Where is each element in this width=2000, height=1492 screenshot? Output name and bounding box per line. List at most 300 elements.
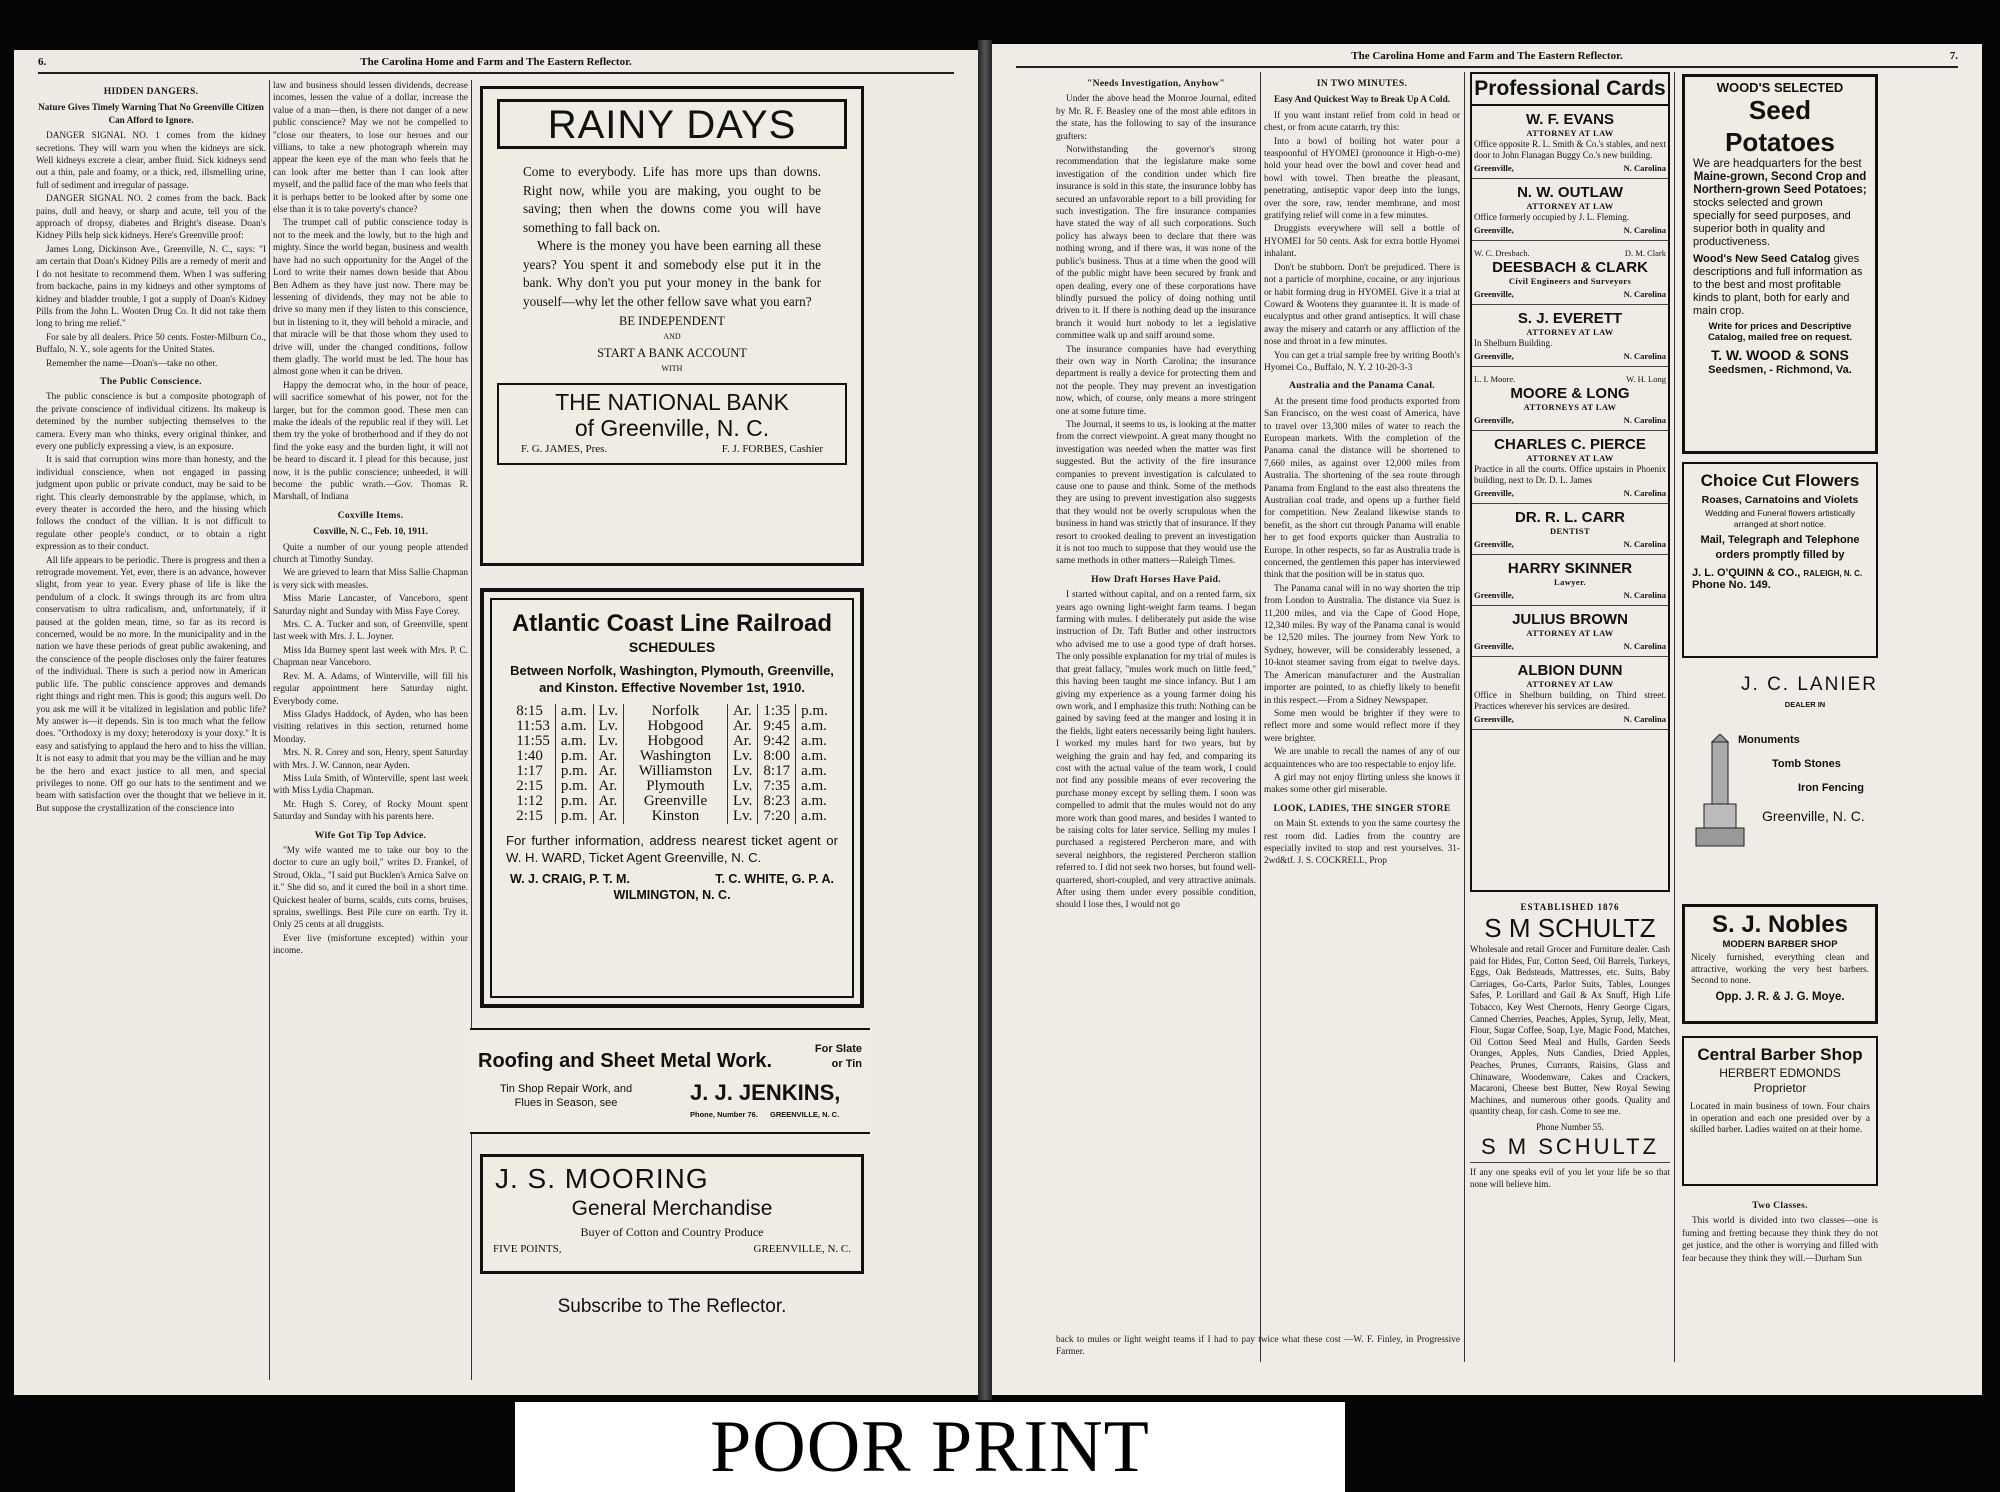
card-state: N. Carolina — [1623, 539, 1666, 549]
article-paragraph: We are unable to recall the names of any of our acquaintences who are too respectable to enjoy life. — [1264, 747, 1460, 770]
card-state: N. Carolina — [1623, 641, 1666, 651]
article-heading: IN TWO MINUTES. — [1316, 78, 1408, 89]
schedule-cell: 11:53 — [511, 719, 555, 734]
flowers-line: Mail, Telegraph and Telephone orders promptly filled by — [1700, 534, 1860, 561]
ad-line: START A BANK ACCOUNT — [597, 346, 747, 360]
schedule-cell: Ar. — [593, 794, 623, 809]
card-body: Practice in all the courts. Office upstairs in Phoenix building, next to Dr. D. L. James — [1474, 464, 1666, 485]
professional-card — [1472, 555, 1668, 606]
article-paragraph: The Panama canal will in no way shorten the trip from London to Australia. The distance via Suez is 11,200 miles, and via the Cape of Good Hope, 12,340 miles. By way of the Panama canal is would be 12,520 miles. The journey from New York to Sydney, however, will be considerably lessened, a 10-knot steamer saving from eigat to twelve days. The American manufacturer and the Australian importer are pointed, to as chiefly likely to benefit in this respect.—From a Sidney Newspaper. — [1264, 583, 1460, 706]
nobles-location: Opp. J. R. & J. G. Moye. — [1715, 990, 1845, 1003]
article-paragraph: Happy the democrat who, in the hour of peace, will sacrifice somewhat of his power, not for the larger, but for the common good. These men can make the ideals of the republic real if they will. Let them try the yoke of brotherhood and if they do not find the yoke easy and the burden light, it will not be heard to discard it. I plead for this because, just now, it is the public conscience; unheeded, it will become the public wrath.—Gov. Thomas R. Marshall, of Indiana — [273, 380, 468, 503]
roofing-line: Flues in Season, see — [514, 1097, 618, 1109]
schedule-cell: Lv. — [727, 794, 757, 809]
professional-card — [1472, 606, 1668, 657]
atlantic-coast-line-ad — [480, 588, 864, 1008]
schultz-phone: Phone Number 55. — [1536, 1121, 1604, 1132]
lanier-dealer: DEALER IN — [1784, 700, 1826, 709]
article-paragraph: Some men would be brighter if they were to reflect more and some would reflect more if they were brighter. — [1264, 708, 1460, 744]
bank-president: F. G. JAMES, Pres. — [521, 443, 608, 455]
schedule-cell: p.m. — [555, 764, 593, 779]
wood-location: Seedsmen, - Richmond, Va. — [1708, 364, 1852, 376]
right-page — [992, 44, 1982, 1395]
ad-paragraph: Where is the money you have been earning all these years? You spent it and somebody else put it in the bank. Why don't you put your money in the bank for youself—why let the other fellow save what you earn? — [523, 238, 821, 309]
card-partner: W. H. Long — [1626, 374, 1666, 384]
article-paragraph: Quite a number of our young people attended church at Timothy Sunday. — [273, 542, 468, 566]
card-title: ATTORNEY AT LAW — [1526, 128, 1614, 138]
column-rule — [1464, 72, 1465, 1362]
page-number: 7. — [1949, 50, 1958, 62]
card-body: Office formerly occupied by J. L. Fleming. — [1474, 212, 1630, 222]
article-heading: LOOK, LADIES, THE SINGER STORE — [1273, 802, 1451, 814]
schedule-cell: a.m. — [801, 748, 827, 764]
railroad-subtitle: SCHEDULES — [628, 639, 716, 655]
schedule-cell: Ar. — [727, 704, 757, 719]
right-continuation — [1056, 1334, 1460, 1374]
column-rule — [1674, 72, 1675, 1362]
schedule-cell: Lv. — [593, 719, 623, 734]
card-city: Greenville, — [1474, 539, 1514, 549]
article-paragraph: The insurance companies have had everything their own way in North Carolina; the insurance department is really a device for protecting them and not the people. They may prevent an investigation now, which, of course, only means a more stringent one at some future time. — [1056, 344, 1256, 417]
article-paragraph: Rev. M. A. Adams, of Winterville, will fill his regular appointment here Saturday night. Everybody come. — [273, 671, 468, 707]
card-name: W. F. EVANS — [1525, 111, 1615, 128]
card-name: S. J. EVERETT — [1517, 310, 1623, 327]
card-name: JULIUS BROWN — [1512, 611, 1628, 628]
bank-name-box — [497, 383, 847, 465]
card-title: ATTORNEY AT LAW — [1526, 201, 1614, 211]
card-city: Greenville, — [1474, 415, 1514, 425]
card-city: Greenville, — [1474, 590, 1514, 600]
column-rule — [471, 80, 472, 1380]
article-paragraph: back to mules or light weight teams if I had to pay twice what these cost —W. F. Finley, in Progressive Farmer. — [1056, 1335, 1460, 1358]
lanier-item: Tomb Stones — [1772, 758, 1841, 770]
schedule-cell: Ar. — [727, 719, 757, 734]
schedule-cell: Washington — [623, 749, 727, 764]
card-location — [1474, 289, 1666, 300]
schedule-cell: 8:00 — [758, 749, 796, 764]
schultz-body: Wholesale and retail Grocer and Furniture dealer. Cash paid for Hides, Fur, Cotton Seed, Oil Barrels, Turkeys, Eggs, Oak Bedsteads, Mattresses, etc. Suits, Baby Carriages, Go-Carts, Parlor Suits, Tables, Lounges Safes, P. Lorillard and Gail & Ax Snuff, High Life Tobacco, Key West Cheroots, Henry George Cigars, Canned Cherries, Peaches, Apples, Syrup, Jelly, Meat, Flour, Sugar Coffee, Soap, Lye, Magic Food, Matches, Oil Cotton Seed Meal and Hulls, Garden Seeds Oranges, Apples, Nuts Candies, Dried Apples, Peaches, Prunes, Currants, Raisins, Glass and Chinaware, Woodenware, Cakes and Crackers, Macaroni, Cheese best Butter, New Royal Sewing Machines, and numerous other goods. Quality and quantity cheap, for cash. Come to see me. — [1470, 944, 1670, 1117]
card-partner: D. M. Clark — [1624, 248, 1666, 258]
flowers-city: RALEIGH, N. C. — [1803, 569, 1863, 578]
schedule-row — [511, 764, 833, 779]
card-city: Greenville, — [1474, 289, 1514, 299]
card-title: ATTORNEY AT LAW — [1526, 327, 1614, 337]
mooring-name: J. S. MOORING — [495, 1163, 709, 1194]
page-gutter — [978, 40, 992, 1400]
schedule-cell: p.m. — [555, 779, 593, 794]
railroad-title: Atlantic Coast Line Railroad — [511, 610, 833, 637]
lanier-name: J. C. LANIER — [1741, 674, 1878, 695]
subscribe-notice: Subscribe to The Reflector. — [557, 1296, 787, 1317]
article-paragraph: Into a bowl of boiling hot water pour a teaspoonful of HYOMEI (pronounce it High-o-me) hold your head over the bowl and cover head and bowl with towel. Then breathe the pleasant, penetrating, antiseptic vapor deep into the lungs, over the sore, raw, tender membrane, and most gratifying relief will come in a few minutes. — [1264, 136, 1460, 222]
lanier-item: Monuments — [1738, 734, 1800, 746]
schedule-cell: 1:17 — [511, 764, 555, 779]
schedule-cell: a.m. — [801, 793, 827, 809]
card-name: MOORE & LONG — [1510, 385, 1630, 402]
article-paragraph: The public conscience is but a composite photograph of the private conscience of individual citizens. Its makeup is detemined by the number subjecting themselves to the camera. Every man who thinks, every original thinker, and every one publicly expressing a view, is an exposure. — [36, 392, 266, 452]
article-paragraph: The trumpet call of public conscience today is not to the meek and the lowly, but to the high and mighty. Since the world began, business and wealth have had no such opportunity for the Angel of the Lord to write their names down beside that Abou Ben Adhem as they have just now. There may be lessening of dividends, they may not be able to drive so many men if they listen to this conscience, but in listening to it, they will behold a miracle, and that miracle will be that those whom they used to drive will, under the changed conditions, follow them gladly. The world must be led. The hour has almost gone when it can be driven. — [273, 218, 468, 378]
professional-card — [1472, 367, 1668, 431]
ad-callout — [483, 313, 861, 377]
schedule-cell: 7:35 — [758, 779, 796, 794]
schultz-footnote: If any one speaks evil of you let your life be so that none will believe him. — [1470, 1162, 1670, 1190]
card-location — [1474, 641, 1666, 652]
card-name: N. W. OUTLAW — [1517, 184, 1623, 201]
schedule-cell: p.m. — [555, 794, 593, 809]
article-paragraph: You can get a trial sample free by writing Booth's Hyomei Co., Buffalo, N. Y. 2 10-20-3-3 — [1264, 350, 1460, 373]
roofing-materials — [815, 1042, 862, 1072]
cut-flowers-ad — [1682, 462, 1878, 658]
wood-line: gives descriptions and full information as to the best and most profitable kinds to plant, both for early and main crop. — [1693, 253, 1863, 317]
nobles-subtitle: MODERN BARBER SHOP — [1722, 939, 1838, 950]
roofing-name: J. J. JENKINS, — [690, 1080, 841, 1105]
article-heading: "Needs Investigation, Anyhow" — [1087, 78, 1225, 89]
roofing-line: For Slate — [814, 1043, 862, 1055]
roofing-services — [500, 1082, 632, 1110]
professional-card — [1472, 657, 1668, 730]
right-page-header — [1016, 50, 1958, 68]
schultz-name: S M SCHULTZ — [1484, 913, 1656, 943]
card-title: Civil Engineers and Surveyors — [1508, 276, 1632, 286]
mooring-city: GREENVILLE, N. C. — [753, 1243, 851, 1255]
schedule-row — [511, 794, 833, 809]
schedule-cell: Kinston — [623, 809, 727, 824]
article-paragraph: on Main St. extends to you the same courtesy the rest room did. Ladies from the country are especially invited to stop and rest yourselves. 31-2wd&tf. J. S. COCKRELL, Prop — [1264, 819, 1460, 867]
schedule-cell: Lv. — [593, 704, 623, 719]
ad-title: RAINY DAYS — [497, 99, 847, 149]
schedule-cell: 2:15 — [511, 809, 555, 824]
mooring-location: FIVE POINTS, — [493, 1243, 562, 1255]
column-rule — [1260, 72, 1261, 1362]
professional-card — [1472, 241, 1668, 305]
professional-card — [1472, 179, 1668, 241]
left-column-1 — [36, 80, 266, 1390]
wood-line: Wood's New — [1693, 253, 1758, 265]
nobles-barber-ad — [1682, 904, 1878, 1024]
article-paragraph: The Journal, it seems to us, is looking at the matter from the correct viewpoint. A great many thought no investigation was needed when the matter was first suggested. But the activity of the fire insurance companies to prevent investigation is calculated to cause one to pause and think. Some of the methods they are using to prevent investigation also suggests that they would not be overly scrupulous when the business in hand was strictly that of insurance. If they resort to crooked dealing to prevent an investigation it is not too much to suppose that they would use the same methods in other matters—Raleigh Times. — [1056, 419, 1256, 567]
lanier-monuments-ad — [1682, 674, 1878, 898]
card-city: Greenville, — [1474, 225, 1514, 235]
article-paragraph: At the present time food products exported from San Francisco, on the west coast of America, have to travel over 13,300 miles of water to reach the European markets. With the completion of the Panama canal the distance will be shortened to 7,660 miles, as against over 12,000 miles from Australia. The shortening of the sea route through Panama from England to the east also threatens the Australian coal trade, and opens up a further field for competition. New Zealand likewise stands to benefit, as the short cut through Panama will enable her to get food exports quicker than Australia to Europe. In other respects, so far as Australia trade is concerned, the gentlemen this paper has interviewed think that the position will be in status quo. — [1264, 396, 1460, 581]
article-paragraph: Miss Ida Burney spent last week with Mrs. P. C. Chapman near Vanceboro. — [273, 645, 468, 669]
railroad-info: For further information, address nearest ticket agent or W. H. WARD, Ticket Agent Greenville, N. C. — [506, 833, 838, 865]
card-location — [1474, 415, 1666, 426]
wood-line: Write for prices and Descriptive Catalog, mailed free on request. — [1707, 321, 1853, 343]
ad-line: BE INDEPENDENT — [619, 314, 725, 328]
schedule-cell: Hobgood — [623, 734, 727, 749]
article-paragraph: All life appears to be periodic. There is progress and then a retrograde movement. Yet, ever, there is an advance, however slight, from year to year. Every phase of life is like the pendulum of a clock. It swings through its arc from ultra conservatism to ultra radicalism, and, unfortunately, if it paused at the golden mean, time, so far as its record is concerned, would be no more. In the municipality and in the nation we have these periods of great public awakening, and the conscience of the people discloses only the fairer features of the individual. There is such a period now in American public life. The public conscience approves and demands right things and right men. This is good; this augurs well. Do you ask me will it be vitalized in legislation and public life? My answer is—it depends. Sin is too much what the fellow does. "Orthodoxy is my doxy; heterodoxy is your doxy." It is easy and satisfying to applaud the hero and to hiss the villian. It is not easy to admit that you may be the villian and he may be the hero and exact justice to all men, and special privileges to none. Off go our hats to the sentiment and we beam with satisfaction over the thought that we believe in it. But suppose the crystallization of the conscience into — [36, 555, 266, 814]
bank-name: THE NATIONAL BANK — [555, 389, 789, 415]
schedule-cell: Lv. — [727, 764, 757, 779]
schedule-cell: Lv. — [727, 749, 757, 764]
central-owner: HERBERT EDMONDS — [1719, 1066, 1841, 1080]
schedule-row — [511, 734, 833, 749]
card-location — [1474, 590, 1666, 601]
schedule-cell: a.m. — [555, 719, 593, 734]
article-paragraph: We are grieved to learn that Miss Sallie Chapman is very sick with measles. — [273, 568, 468, 591]
schedule-cell: Ar. — [593, 764, 623, 779]
card-title: ATTORNEY AT LAW — [1526, 453, 1614, 463]
schedule-cell: 9:45 — [758, 719, 796, 734]
schedule-cell: Lv. — [727, 809, 757, 824]
article-paragraph: Notwithstanding the governor's strong recommendation that the legislature make some investigation of the condition under which fire insurance is sold in this state, the insurance lobby has secured an unfavorable report to a bill providing for such investigation. The fire insurance companies have stated the way of all such corporations. Such policy has always been to declare that there was nothing wrong, and if there was, it was none of the public's business. Thus at a time when the good will of the public might have been secured by frank and open dealing, every one of these corporations have blindly pursued the policy of doing nothing until driven to it. If there is nothing dead up the insurance branch it would hurt nobody to let a legislative committee walk up and sniff around some. — [1056, 145, 1256, 342]
card-body: Office opposite R. L. Smith & Co.'s stables, and next door to John Flanagan Buggy Co.'s new building. — [1474, 139, 1666, 160]
lanier-item: Iron Fencing — [1798, 782, 1864, 794]
professional-cards — [1470, 72, 1670, 892]
national-bank-ad — [480, 86, 864, 566]
article-paragraph: Miss Marie Lancaster, of Vanceboro, spent Saturday night and Sunday with Miss Faye Corey. — [273, 594, 468, 617]
card-partners — [1474, 374, 1666, 385]
card-title: ATTORNEY AT LAW — [1526, 628, 1614, 638]
roofing-line: Tin Shop Repair Work, and — [500, 1083, 633, 1095]
article-paragraph: DANGER SIGNAL NO. 2 comes from the back. Back pains, dull and heavy, or sharp and acute, tell you of the approach of dropsy, diabetes and Bright's disease. Doan's Kidney Pills help sick kidneys. Here's Greenville proof: — [36, 194, 266, 242]
card-city: Greenville, — [1474, 641, 1514, 651]
cards-title: Professional Cards — [1472, 74, 1668, 106]
card-state: N. Carolina — [1623, 289, 1666, 299]
flowers-phone: Phone No. 149. — [1692, 579, 1771, 591]
card-city: Greenville, — [1474, 351, 1514, 361]
flowers-company: J. L. O'QUINN & CO., — [1692, 567, 1801, 579]
flowers-line: Roases, Carnatoins and Violets — [1701, 494, 1859, 506]
bank-city: of Greenville, N. C. — [574, 415, 770, 441]
schedule-cell: p.m. — [801, 703, 828, 719]
professional-card — [1472, 305, 1668, 367]
mooring-line: Buyer of Cotton and Country Produce — [580, 1225, 764, 1239]
wood-line: stocks selected and grown specially for seed purposes, and superior both in quality and productiveness. — [1693, 197, 1851, 248]
card-state: N. Carolina — [1623, 415, 1666, 425]
railroad-signature: T. C. WHITE, G. P. A. — [715, 872, 834, 886]
article-subheading: Easy And Quickest Way to Break Up A Cold. — [1273, 94, 1451, 105]
cards-list — [1472, 106, 1668, 730]
ad-line: AND — [663, 332, 681, 341]
article-paragraph: It is said that corruption wins more than honesty, and the individual conscience, when not engaged in passing judgment upon public or private conduct, may be said to be right. This clearly demonstrable by the applause, which, in every theater is accorded the hero, and the hissing which follows the conduct of the villian. It is not difficult to regulate other people's conduct, or to obtain a right expression as to their conduct. — [36, 455, 266, 553]
schedule-cell: Norfolk — [623, 704, 727, 719]
wood-title: Seed Potatoes — [1725, 95, 1835, 157]
flowers-title: Choice Cut Flowers — [1700, 471, 1860, 490]
page-number: 6. — [38, 56, 47, 68]
article-paragraph: Ever live (misfortune excepted) within your income. — [273, 933, 468, 957]
article-paragraph: law and business should lessen dividends, decrease incomes, lessen the value of a dollar, increase the value of a man—then, is there not danger of a new public conscience? May we not be compelled to "close our theaters, to lose our heroes and our villians, to take a new photograph wherein may appear the keen eye of the man who feels that he can look after me better than I can look after myself, and the pallid face of the man who feels that it is perhaps better to be looked after by some one else than it is to take poverty's chance? — [273, 81, 468, 216]
schedule-cell: a.m. — [801, 733, 827, 749]
professional-card — [1472, 431, 1668, 504]
schedule-cell: a.m. — [801, 808, 827, 824]
railroad-routes: Between Norfolk, Washington, Plymouth, Greenville, and Kinston. Effective November 1st, 1910. — [510, 663, 834, 695]
schedule-cell: Ar. — [593, 809, 623, 824]
schedule-cell: 8:23 — [758, 794, 796, 809]
card-city: Greenville, — [1474, 714, 1514, 724]
card-state: N. Carolina — [1623, 225, 1666, 235]
wood-catalog — [1693, 253, 1867, 318]
schedule-cell: a.m. — [555, 704, 593, 719]
schedule-cell: 8:15 — [511, 704, 555, 719]
roofing-city: GREENVILLE, N. C. — [770, 1110, 840, 1119]
wood-seed-potatoes-ad — [1682, 74, 1878, 454]
card-name: CHARLES C. PIERCE — [1494, 436, 1646, 453]
schedule-cell: 1:12 — [511, 794, 555, 809]
article-paragraph: DANGER SIGNAL NO. 1 comes from the kidney secretions. They will warn you when the kidneys are sick. Well kidneys excrete a clear, amber fluid. Sick kidneys send out a thin, pale and foamy, or a thick, red, illsmelling urine, full of sediment and irregular of passage. — [36, 131, 266, 191]
roofing-phone: Phone, Number 76. — [690, 1110, 758, 1119]
card-name: ALBION DUNN — [1517, 662, 1623, 679]
card-name: DEESBACH & CLARK — [1492, 259, 1648, 276]
schedule-cell: 2:15 — [511, 779, 555, 794]
schedule-cell: 1:40 — [511, 749, 555, 764]
card-body: Office in Shelburn building, on Third street. Practices wherever his services are desired. — [1474, 690, 1666, 711]
article-heading: HIDDEN DANGERS. — [103, 86, 199, 97]
roofing-title: Roofing and Sheet Metal Work. — [478, 1050, 773, 1072]
ad-paragraph: Come to everybody. Life has more ups than downs. Right now, while you are making, you ought to be saving; then when the downs come you will have something to fall back on. — [523, 164, 821, 235]
card-location — [1474, 488, 1666, 499]
article-paragraph: If you want instant relief from cold in head or chest, or from acute catarrh, try this: — [1264, 110, 1460, 134]
schedule-cell: a.m. — [555, 734, 593, 749]
card-name: HARRY SKINNER — [1507, 560, 1633, 577]
schedule-cell: a.m. — [801, 718, 827, 734]
schultz-grocer-ad — [1470, 902, 1670, 1322]
article-paragraph: Under the above head the Monroe Journal, edited by Mr. R. F. Beasley one of the most able editors in the state, has the following to say of the insurance grafters: — [1056, 94, 1256, 142]
card-state: N. Carolina — [1623, 163, 1666, 173]
lanier-city: Greenville, N. C. — [1762, 808, 1865, 824]
professional-card — [1472, 106, 1668, 179]
wood-company: T. W. WOOD & SONS — [1711, 347, 1849, 363]
central-barber-ad — [1682, 1036, 1878, 1186]
schedule-cell: Ar. — [593, 749, 623, 764]
article-paragraph: James Long, Dickinson Ave., Greenville, N. C., says: "I am certain that Doan's Kidney Pills are a remedy of merit and I do not hesitate to recommend them. When I was suffering from backache, pains in my kidneys and other symptoms of kidney and bladder trouble, I got a supply of Doan's Kidney Pills from the John L. Wooten Drug Co. It did not take them long to bring me relief." — [36, 244, 266, 330]
article-paragraph: For sale by all dealers. Price 50 cents. Foster-Milburn Co., Buffalo, N. Y., sole agents for the United States. — [36, 332, 266, 356]
article-paragraph: Don't be stubborn. Don't be prejudiced. There is not a particle of morphine, cocaine, or any injurious or habit forming drug in HYOMEI. Give it a trial at Coward & Wootens they guarantee it. It is made of eucalyptus and other grand antiseptics. It will chase away the misery and catarrh or any affliction of the nose and throat in a few minutes. — [1264, 262, 1460, 348]
schedule-cell: a.m. — [801, 778, 827, 794]
railroad-schedule-table — [511, 704, 833, 824]
dateline: Coxville, N. C., Feb. 10, 1911. — [313, 526, 428, 537]
article-heading: Coxville Items. — [337, 509, 404, 521]
mooring-merchandise-ad — [480, 1154, 864, 1274]
card-state: N. Carolina — [1623, 714, 1666, 724]
masthead: The Carolina Home and Farm and The Eastern Reflector. — [1351, 50, 1623, 62]
article-paragraph: Mr. Hugh S. Corey, of Rocky Mount spent Saturday and Sunday with his parents here. — [273, 799, 468, 823]
article-heading: Wife Got Tip Top Advice. — [314, 829, 427, 841]
schedule-cell: 9:42 — [758, 734, 796, 749]
schedule-row — [511, 809, 833, 824]
card-state: N. Carolina — [1623, 488, 1666, 498]
article-heading: Two Classes. — [1752, 1200, 1808, 1211]
left-page — [14, 50, 978, 1395]
schedule-row — [511, 704, 833, 719]
schedule-cell: p.m. — [555, 749, 593, 764]
schedule-row — [511, 779, 833, 794]
card-location — [1474, 163, 1666, 174]
article-heading: Australia and the Panama Canal. — [1288, 380, 1436, 392]
article-paragraph: This world is divided into two classes—one is fuming and fretting because they think they do not get justice, and the other is worrying and filled with fear because they think they will.—Durham Sun — [1682, 1216, 1878, 1264]
wood-line: WOOD'S SELECTED — [1716, 80, 1844, 95]
schedule-cell: 7:20 — [758, 809, 796, 824]
article-heading: How Draft Horses Have Paid. — [1091, 573, 1221, 585]
article-paragraph: Druggists everywhere will sell a bottle of HYOMEI for 50 cents. Ask for extra bottle Hyomei inhalant. — [1264, 224, 1460, 260]
poor-print-banner: POOR PRINT — [515, 1402, 1345, 1492]
left-column-2 — [273, 80, 468, 1390]
card-location — [1474, 351, 1666, 362]
jenkins-roofing-ad — [470, 1028, 870, 1134]
card-title: ATTORNEY AT LAW — [1526, 679, 1614, 689]
railroad-city: WILMINGTON, N. C. — [613, 888, 731, 902]
card-city: Greenville, — [1474, 163, 1514, 173]
monument-icon — [1690, 734, 1750, 854]
schedule-cell: 8:17 — [758, 764, 796, 779]
schedule-cell: p.m. — [555, 809, 593, 824]
schedule-cell: Greenville — [623, 794, 727, 809]
ad-line: WITH — [661, 364, 683, 373]
professional-card — [1472, 504, 1668, 555]
wood-line: We are headquarters for the best — [1693, 158, 1862, 170]
card-partner: W. C. Dresbach. — [1474, 248, 1530, 258]
card-title: DENTIST — [1549, 526, 1591, 536]
schedule-cell: 1:35 — [758, 704, 796, 719]
railroad-inner-frame — [490, 598, 854, 998]
card-state: N. Carolina — [1623, 351, 1666, 361]
card-partner: L. I. Moore. — [1474, 374, 1516, 384]
card-location — [1474, 714, 1666, 725]
card-state: N. Carolina — [1623, 590, 1666, 600]
nobles-name: S. J. Nobles — [1711, 911, 1849, 938]
schedule-cell: Williamston — [623, 764, 727, 779]
card-body: In Shelburn Building. — [1474, 338, 1553, 348]
article-subheading: Nature Gives Timely Warning That No Greenville Citizen Can Afford to Ignore. — [38, 102, 264, 125]
right-column-1 — [1056, 72, 1256, 1372]
masthead: The Carolina Home and Farm and The Eastern Reflector. — [360, 56, 632, 68]
flowers-line: Wedding and Funeral flowers artistically arranged at short notice. — [1704, 508, 1856, 529]
schedule-row — [511, 749, 833, 764]
central-body: Located in main business of town. Four chairs in operation and each one presided over by a skilled barber. Ladies waited on at their home. — [1690, 1102, 1870, 1135]
article-paragraph: Miss Lula Smith, of Winterville, spent last week with Miss Lydia Chapman. — [273, 773, 468, 797]
bank-cashier: F. J. FORBES, Cashier — [721, 443, 823, 455]
card-partners — [1474, 248, 1666, 259]
two-classes-item — [1682, 1194, 1878, 1314]
schedule-cell: Ar. — [593, 779, 623, 794]
schedule-cell: a.m. — [801, 763, 827, 779]
schedule-row — [511, 719, 833, 734]
card-city: Greenville, — [1474, 488, 1514, 498]
article-heading: The Public Conscience. — [100, 375, 202, 387]
article-paragraph: Remember the name—Doan's—take no other. — [46, 358, 218, 369]
right-column-2 — [1264, 72, 1460, 1372]
railroad-signature: W. J. CRAIG, P. T. M. — [510, 872, 630, 886]
schedule-cell: Hobgood — [623, 719, 727, 734]
card-title: ATTORNEYS AT LAW — [1523, 402, 1617, 412]
left-page-header — [38, 56, 954, 74]
schultz-established: ESTABLISHED 1876 — [1520, 902, 1620, 912]
flowers-company-row — [1692, 567, 1868, 579]
central-proprietor: Proprietor — [1753, 1081, 1807, 1095]
article-paragraph: I started without capital, and on a rented farm, six years ago owning light-weight farm teams. I began farming with mules. I deliberately put aside the wise instruction of Dr. Taft Butler and other instructors who advised me to use a good type of draft horses. The only possible explanation for my trial of mules is that great fallacy, "mules work much on little feed," this having been taught me since infancy. But I am giving my experience as a young farmer doing his own work, and I emphasize this truth: Nothing can be gained by saving feed at the manger and losing it in the fields, light eaters necessarily being light haulers. I worked my mules hard for two years, but by weighing the grain and hay fed, and comparing its cost with the actual value of the team work, I could not find any possible means of ever recovering the purchase money except by selling them. I soon was compelled to admit that the mules would not do any more work than good mares, and besides I wanted to be raising colts for later service. Selling my mules I purchased a registered Percheron mare, and with several neighbors, the registered Percheron stallion referred to. I did not seek two horses, but found well-quartered, short-coupled, and very attractive animals. After using them under every possible condition, should I lose thes, I would not go — [1056, 590, 1256, 911]
card-location — [1474, 225, 1666, 236]
schultz-name-repeat: S M SCHULTZ — [1480, 1133, 1660, 1159]
schedule-cell: 11:55 — [511, 734, 555, 749]
article-paragraph: Miss Gladys Haddock, of Ayden, who has been visiting relatives in this section, returned home Monday. — [273, 709, 468, 745]
card-title: Lawyer. — [1554, 577, 1586, 587]
wood-line: Maine-grown, Second Crop and Northern-grown Seed Potatoes; — [1693, 171, 1867, 196]
article-paragraph: "My wife wanted me to take our boy to the doctor to cure an ugly boil," writes D. Frankel, of Stroud, Okla., "I said put Bucklen's Arnica Salve on it." She did so, and it cured the boil in a short time. Quickest healer of burns, scalds, cuts corns, bruises, sprains, swellings. Best Pile cure on earth. Try it. Only 25 cents at all druggists. — [273, 845, 468, 931]
article-paragraph: A girl may not enjoy flirting unless she knows it makes some other girl miserable. — [1264, 772, 1460, 796]
article-paragraph: Mrs. C. A. Tucker and son, of Greenville, spent last week with Mrs. J. L. Joyner. — [273, 620, 468, 643]
wood-line: Seed Catalog — [1760, 253, 1831, 265]
schedule-cell: Ar. — [727, 734, 757, 749]
schedule-cell: Plymouth — [623, 779, 727, 794]
mooring-line: General Merchandise — [571, 1197, 773, 1220]
schedule-cell: Lv. — [593, 734, 623, 749]
schedule-cell: Lv. — [727, 779, 757, 794]
railroad-signatures — [510, 872, 834, 886]
ad-body — [523, 163, 821, 311]
nobles-body: Nicely furnished, everything clean and attractive, working the very best barbers. Second to none. — [1691, 953, 1869, 986]
central-title: Central Barber Shop — [1697, 1045, 1863, 1064]
card-location — [1474, 539, 1666, 550]
